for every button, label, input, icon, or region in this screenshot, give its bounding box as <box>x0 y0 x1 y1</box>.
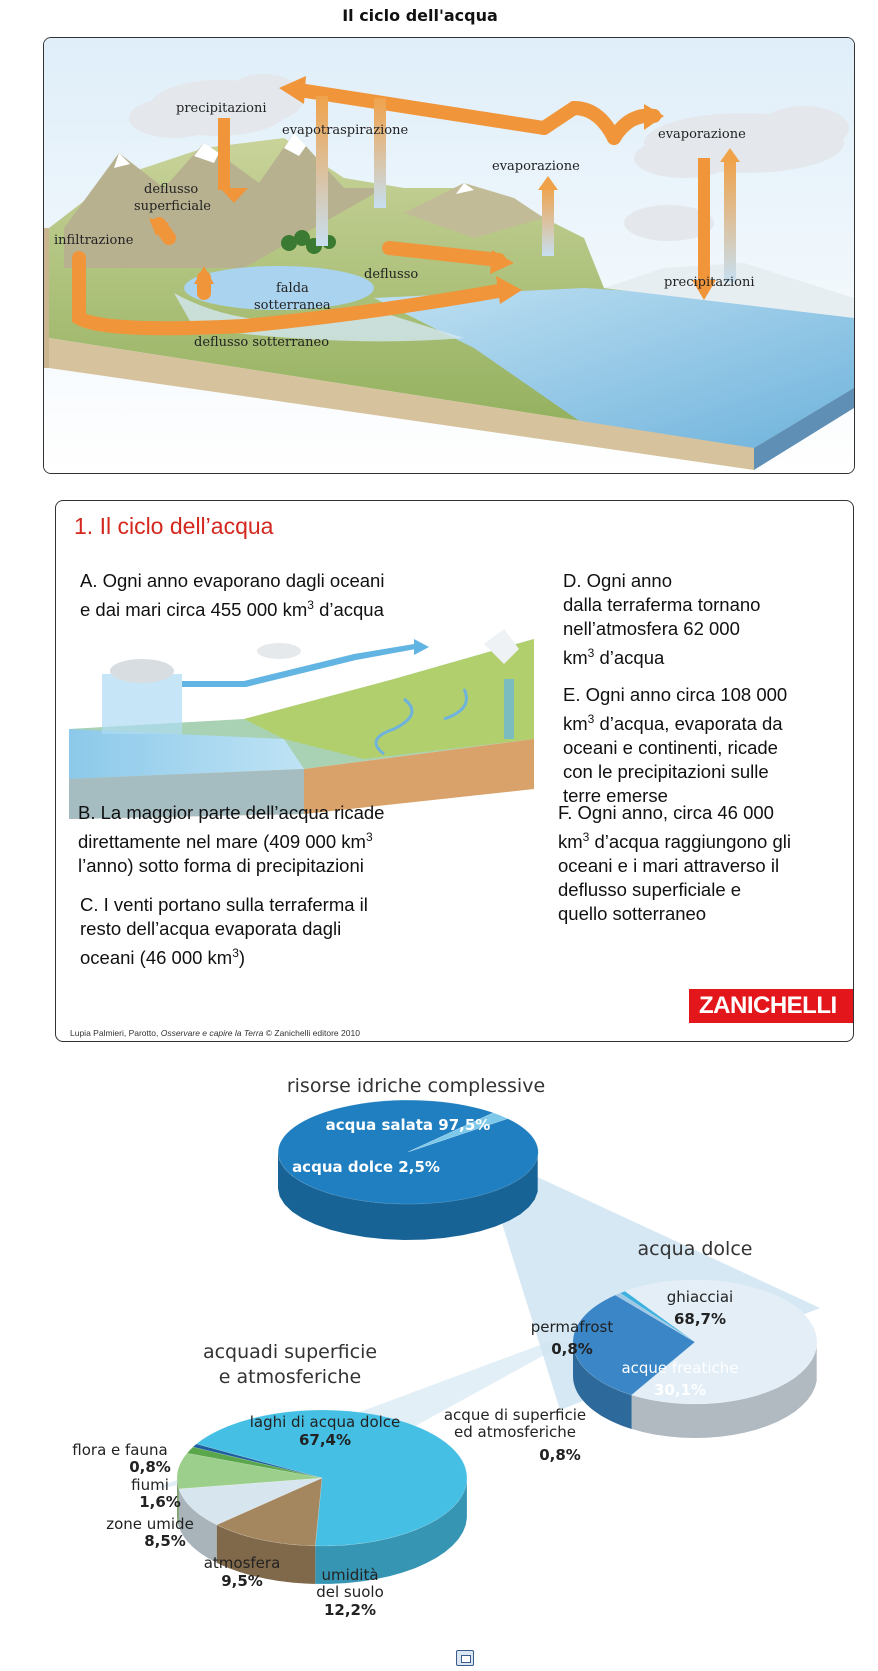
evapotranspiration-arrow-1 <box>316 96 328 246</box>
label-evapotraspirazione: evapotraspirazione <box>282 123 409 138</box>
water-resources-svg <box>0 1070 878 1650</box>
label-permafrost-2: 0,8% <box>551 1340 593 1358</box>
label-atmosfera-1: atmosfera <box>203 1554 281 1572</box>
label-acque-freatiche-2: 30,1% <box>653 1381 707 1399</box>
text-block-B: B. La maggior parte dell’acqua ricade direttamente nel mare (409 000 $km^3$ l’anno) sotto forma di precipitazioni <box>78 802 385 877</box>
label-evaporazione-right: evaporazione <box>658 127 746 142</box>
zanichelli-logo: ZANICHELLI <box>689 989 853 1023</box>
label-flora-fauna-1: flora e fauna <box>72 1441 168 1459</box>
water-cycle-diagram <box>43 37 855 474</box>
label-acque-superficie-2: ed atmosferiche <box>453 1423 577 1441</box>
label-deflusso-sotterraneo: deflusso sotterraneo <box>194 335 330 350</box>
label-fiumi-2: 1,6% <box>139 1493 181 1511</box>
label-umidita-2: del suolo <box>316 1583 384 1601</box>
water-cycle-illustration <box>44 38 854 473</box>
evapotranspiration-arrow-2 <box>374 98 386 208</box>
pie-chart-acque-superficie <box>72 1341 467 1619</box>
label-acque-superficie-1: acque di superficie <box>443 1406 587 1424</box>
precipitation-arrow-left <box>218 118 230 190</box>
label-ghiacciai-2: 68,7% <box>673 1310 727 1328</box>
page-footer-icon[interactable] <box>456 1650 474 1666</box>
label-precipitazioni-left: precipitazioni <box>176 101 267 116</box>
label-zone-umide-1: zone umide <box>106 1515 194 1533</box>
label-infiltrazione: infiltrazione <box>54 233 134 248</box>
label-laghi-2: 67,4% <box>298 1431 352 1449</box>
text-block-C: C. I venti portano sulla terraferma il resto dell’acqua evaporata dagli oceani (46 000 $km^3$) <box>80 894 368 969</box>
label-acque-freatiche-1: acque freatiche <box>621 1359 739 1377</box>
precipitation-arrow-right <box>698 158 710 280</box>
pie-chart-risorse-idriche <box>278 1075 545 1240</box>
chart2-title: acqua dolce <box>637 1238 753 1260</box>
evaporation-arrow-right <box>724 160 736 282</box>
text-block-E: E. Ogni anno circa 108 000 $km^3$ d’acqua, evaporata da oceani e continenti, ricade con le precipitazioni sulle terre emerse <box>563 684 788 807</box>
label-deflusso-superficiale-2: superficiale <box>134 199 211 214</box>
evaporation-arrow-center <box>542 186 554 256</box>
label-zone-umide-2: 8,5% <box>144 1532 186 1550</box>
slide-credit: Lupia Palmieri, Parotto, Osservare e capire la Terra © Zanichelli editore 2010 <box>70 1028 360 1038</box>
slide-water-cycle-illustration <box>64 619 544 824</box>
chart3-title-1: acquadi superficie <box>202 1341 378 1363</box>
text-block-D: D. Ogni anno dalla terraferma tornano nell’atmosfera 62 000 $km^3$ d’acqua <box>563 570 761 669</box>
page-title: Il ciclo dell'acqua <box>342 6 498 25</box>
text-block-F: F. Ogni anno, circa 46 000 $km^3$ d’acqua raggiungono gli oceani e i mari attraverso il deflusso superficiale e quello sotterraneo <box>558 802 791 925</box>
label-flora-fauna-2: 0,8% <box>129 1458 171 1476</box>
text-block-A: A. Ogni anno evaporano dagli oceani e dai mari circa 455 000 $km^3$ d’acqua <box>80 570 385 621</box>
label-falda-2: sotterranea <box>254 298 331 313</box>
label-atmosfera-2: 9,5% <box>221 1572 263 1590</box>
chart3-title-2: e atmosferiche <box>218 1366 362 1388</box>
water-resources-charts <box>0 1070 878 1650</box>
label-laghi-1: laghi di acqua dolce <box>249 1413 401 1431</box>
label-umidita-3: 12,2% <box>323 1601 377 1619</box>
slide-ciclo-acqua <box>55 500 854 1042</box>
label-permafrost-1: permafrost <box>530 1318 614 1336</box>
label-deflusso: deflusso <box>364 267 419 282</box>
label-deflusso-superficiale-1: deflusso <box>144 182 199 197</box>
chart1-title: risorse idriche complessive <box>286 1075 546 1097</box>
label-umidita-1: umidità <box>321 1566 379 1584</box>
label-acqua-dolce: acqua dolce 2,5% <box>292 1158 440 1176</box>
label-acque-superficie-3: 0,8% <box>539 1446 581 1464</box>
slide-title: 1. Il ciclo dell’acqua <box>74 513 274 539</box>
label-evaporazione-center: evaporazione <box>492 159 580 174</box>
label-acqua-salata: acqua salata 97,5% <box>325 1116 491 1134</box>
label-fiumi-1: fiumi <box>131 1476 169 1494</box>
label-ghiacciai-1: ghiacciai <box>666 1288 734 1306</box>
label-precipitazioni-right: precipitazioni <box>664 275 755 290</box>
label-falda-1: falda <box>276 281 309 296</box>
